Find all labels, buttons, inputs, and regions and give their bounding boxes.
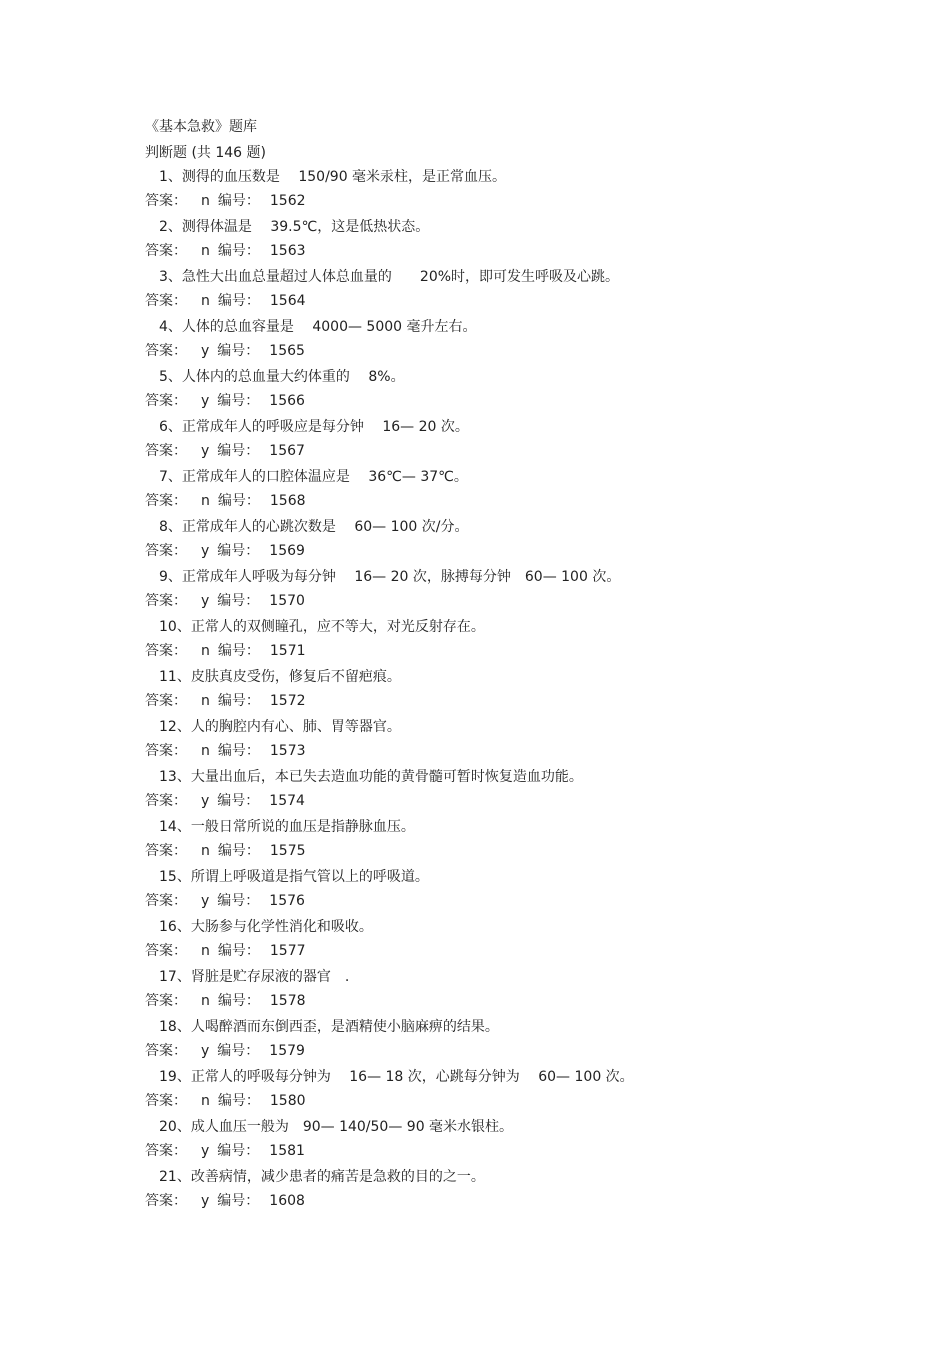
number-label: 编号： [217,593,260,609]
answer-value: y [201,593,210,609]
answer-label: 答案： [145,643,187,659]
answer-label: 答案： [145,693,187,709]
number-label: 编号： [217,843,260,859]
question-text: 7、正常成年人的口腔体温应是 36℃— 37℃。 [159,469,468,485]
answer-line [145,992,845,1010]
answer-line [145,442,845,460]
number-label: 编号： [217,393,260,409]
question-item [145,618,845,660]
answer-value: n [201,293,210,309]
question-text: 16、大肠参与化学性消化和吸收。 [159,919,373,935]
question-number: 1578 [269,993,306,1009]
answer-line [145,592,845,610]
answer-label: 答案： [145,1143,187,1159]
question-number: 1571 [269,643,306,659]
answer-value: y [201,1193,210,1209]
question-item [145,818,845,860]
number-label: 编号： [217,643,260,659]
answer-line [145,642,845,660]
question-text: 14、一般日常所说的血压是指静脉血压。 [159,819,415,835]
question-text: 11、皮肤真皮受伤，修复后不留疤痕。 [159,669,401,685]
question-item [145,1118,845,1160]
question-item [145,168,845,210]
answer-line [145,542,845,560]
answer-value: n [201,693,210,709]
question-item [145,1068,845,1110]
question-item [145,718,845,760]
answer-value: n [201,843,210,859]
question-number: 1579 [269,1043,305,1059]
question-item [145,868,845,910]
question-item [145,218,845,260]
number-label: 编号： [217,193,260,209]
answer-value: y [201,1043,210,1059]
number-label: 编号： [217,293,260,309]
answer-value: n [201,1093,210,1109]
question-text: 15、所谓上呼吸道是指气管以上的呼吸道。 [159,869,429,885]
question-text: 8、正常成年人的心跳次数是 60— 100 次/分。 [159,519,469,535]
answer-label: 答案： [145,243,187,259]
answer-line [145,792,845,810]
question-number: 1575 [269,843,306,859]
question-text: 10、正常人的双侧瞳孔，应不等大，对光反射存在。 [159,619,485,635]
answer-value: y [201,543,210,559]
question-item [145,368,845,410]
answer-value: n [201,243,210,259]
number-label: 编号： [217,1093,260,1109]
number-label: 编号： [217,343,260,359]
answer-line [145,892,845,910]
number-label: 编号： [217,243,260,259]
number-label: 编号： [217,893,260,909]
answer-line [145,292,845,310]
answer-label: 答案： [145,993,187,1009]
question-text: 2、测得体温是 39.5℃，这是低热状态。 [159,219,430,235]
answer-value: y [201,343,210,359]
question-item [145,768,845,810]
question-item [145,568,845,610]
answer-label: 答案： [145,493,187,509]
answer-label: 答案： [145,893,187,909]
answer-value: n [201,943,210,959]
question-text: 4、人体的总血容量是 4000— 5000 毫升左右。 [159,319,477,335]
question-number: 1565 [269,343,305,359]
answer-line [145,942,845,960]
number-label: 编号： [217,543,260,559]
number-label: 编号： [217,1143,260,1159]
answer-label: 答案： [145,443,187,459]
question-item [145,268,845,310]
question-number: 1581 [269,1143,305,1159]
number-label: 编号： [217,1043,260,1059]
answer-value: n [201,193,210,209]
answer-value: y [201,443,210,459]
answer-value: y [201,893,210,909]
answer-label: 答案： [145,843,187,859]
question-text: 12、人的胸腔内有心、肺、胃等器官。 [159,719,401,735]
answer-value: n [201,643,210,659]
answer-line [145,492,845,510]
question-item [145,1018,845,1060]
question-number: 1572 [269,693,306,709]
answer-label: 答案： [145,1043,187,1059]
question-text: 17、肾脏是贮存尿液的器官 . [159,969,350,985]
answer-label: 答案： [145,543,187,559]
answer-value: n [201,743,210,759]
answer-label: 答案： [145,193,187,209]
answer-value: y [201,393,210,409]
section-heading: 判断题 (共 146 题) [145,145,266,161]
number-label: 编号： [217,993,260,1009]
answer-value: y [201,1143,210,1159]
question-number: 1576 [269,893,305,909]
question-number: 1570 [269,593,305,609]
question-number: 1580 [269,1093,306,1109]
question-bank [145,118,845,1218]
number-label: 编号： [217,1193,260,1209]
question-number: 1563 [269,243,306,259]
answer-label: 答案： [145,293,187,309]
answer-line [145,1192,845,1210]
question-text: 5、人体内的总血量大约体重的 8%。 [159,369,405,385]
question-text: 18、人喝醉酒而东倒西歪，是酒精使小脑麻痹的结果。 [159,1019,499,1035]
question-number: 1608 [269,1193,305,1209]
question-number: 1564 [269,293,306,309]
answer-label: 答案： [145,793,187,809]
answer-label: 答案： [145,943,187,959]
question-item [145,968,845,1010]
question-number: 1573 [269,743,306,759]
question-text: 9、正常成年人呼吸为每分钟 16— 20 次，脉搏每分钟 60— 100 次。 [159,569,621,585]
number-label: 编号： [217,943,260,959]
question-number: 1577 [269,943,306,959]
question-number: 1568 [269,493,306,509]
answer-line [145,692,845,710]
answer-label: 答案： [145,743,187,759]
question-item [145,468,845,510]
question-text: 6、正常成年人的呼吸应是每分钟 16— 20 次。 [159,419,469,435]
answer-line [145,1142,845,1160]
question-text: 21、改善病情，减少患者的痛苦是急救的目的之一。 [159,1169,485,1185]
document-title: 《基本急救》题库 [145,119,257,135]
answer-label: 答案： [145,1093,187,1109]
question-number: 1569 [269,543,305,559]
number-label: 编号： [217,793,260,809]
number-label: 编号： [217,443,260,459]
answer-line [145,1042,845,1060]
question-item [145,668,845,710]
question-item [145,1168,845,1210]
number-label: 编号： [217,493,260,509]
question-text: 19、正常人的呼吸每分钟为 16— 18 次，心跳每分钟为 60— 100 次。 [159,1069,634,1085]
answer-value: n [201,993,210,1009]
question-item [145,518,845,560]
answer-line [145,1092,845,1110]
answer-line [145,392,845,410]
answer-label: 答案： [145,393,187,409]
answer-line [145,242,845,260]
question-text: 13、大量出血后，本已失去造血功能的黄骨髓可暂时恢复造血功能。 [159,769,583,785]
question-number: 1574 [269,793,305,809]
answer-label: 答案： [145,1193,187,1209]
question-item [145,918,845,960]
answer-label: 答案： [145,593,187,609]
question-text: 3、急性大出血总量超过人体总血量的 20%时，即可发生呼吸及心跳。 [159,269,620,285]
answer-label: 答案： [145,343,187,359]
question-number: 1562 [269,193,306,209]
answer-line [145,742,845,760]
answer-value: y [201,793,210,809]
answer-line [145,192,845,210]
answer-value: n [201,493,210,509]
question-item [145,418,845,460]
question-item [145,318,845,360]
question-text: 1、测得的血压数是 150/90 毫米汞柱，是正常血压。 [159,169,507,185]
answer-line [145,342,845,360]
answer-line [145,842,845,860]
question-number: 1566 [269,393,305,409]
question-text: 20、成人血压一般为 90— 140/50— 90 毫米水银柱。 [159,1119,514,1135]
question-list [145,168,845,1210]
question-number: 1567 [269,443,305,459]
number-label: 编号： [217,693,260,709]
number-label: 编号： [217,743,260,759]
